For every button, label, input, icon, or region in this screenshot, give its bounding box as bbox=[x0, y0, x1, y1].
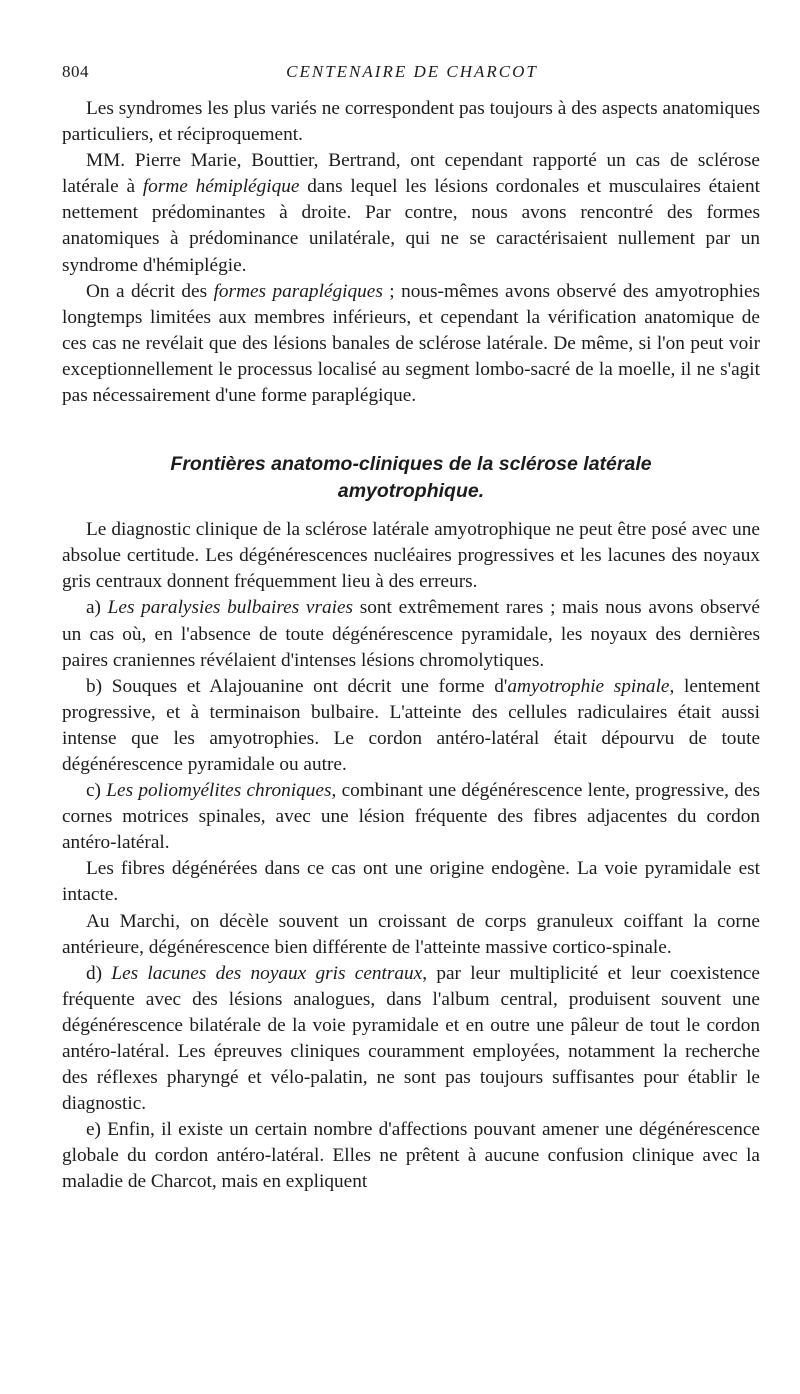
paragraph-2-text-a: MM. Pierre Marie, Bouttier, Bertrand, ont cependant rapporté un cas de sclérose latérale à bbox=[62, 150, 760, 198]
paragraph-3-text-b: ; nous-mêmes avons observé des amyotrophies longtemps limitées aux membres inférieurs, et cependant la vérification anatomique de ces cas ne revélait que des lésions banales de sclérose latérale. De même, si l'on peut voir exceptionnellement le processus localisé au segment lombo-sacré de la moelle, il ne s'agit pas nécessairement d'une forme paraplégique. bbox=[62, 280, 761, 407]
paragraph-3 bbox=[62, 279, 760, 409]
paragraph-10 bbox=[62, 961, 760, 1118]
paragraph-7 bbox=[62, 778, 760, 856]
page-header bbox=[62, 62, 762, 86]
paragraph-10-text-a: d) bbox=[86, 962, 112, 984]
paragraph-10-text-b: , par leur multiplicité et leur coexistence fréquente avec des lésions analogues, dans l'album central, produisent souvent une dégénérescence bilatérale de la voie pyramidale et en outre une pâleur de tout le cordon antéro-latéral. Les épreuves cliniques couramment employées, notamment la recherche des réflexes pharyngé et vélo-palatin, ne sont pas toujours suffisantes pour établir le diagnostic. bbox=[62, 962, 760, 1115]
paragraph-8: Les fibres dégénérées dans ce cas ont une origine endogène. La voie pyramidale est intacte. bbox=[62, 858, 760, 906]
section-title-line-1: Frontières anatomo-cliniques de la sclérose latérale bbox=[170, 453, 652, 476]
section-title bbox=[62, 451, 760, 505]
paragraph-7-emphasis: Les poliomyélites chroniques bbox=[106, 780, 332, 802]
paragraph-7-text-a: c) bbox=[86, 780, 107, 802]
paragraph-3-text-a: On a décrit des bbox=[86, 280, 214, 302]
page-body bbox=[62, 96, 760, 1196]
paragraph-5 bbox=[62, 595, 760, 673]
paragraph-9: Au Marchi, on décèle souvent un croissant de corps granuleux coiffant la corne antérieure, dégénérescence bien différente de l'atteinte massive cortico-spinale. bbox=[62, 910, 760, 958]
paragraph-2-text-b: dans lequel les lésions cordonales et musculaires étaient nettement prédominantes à droite. Par contre, nous avons rencontré des formes anatomiques à prédominance unilatérale, qui ne se caractérisaient nullement par un syndrome d'hémiplégie. bbox=[62, 176, 760, 276]
paragraph-5-text-a: a) bbox=[86, 597, 108, 619]
paragraph-6-text-b: , lentement progressive, et à terminaison bulbaire. L'atteinte des cellules radiculaires était aussi intense que les amyotrophies. Le cordon antéro-latéral était dépourvu de toute dégénérescence pyramidale ou autre. bbox=[62, 675, 761, 775]
paragraph-6-text-a: b) Souques et Alajouanine ont décrit une forme d' bbox=[86, 675, 508, 697]
paragraph-2-emphasis: forme hémiplégique bbox=[142, 176, 300, 198]
paragraph-3-emphasis: formes paraplégiques bbox=[213, 280, 383, 302]
paragraph-5-emphasis: Les paralysies bulbaires vraies bbox=[107, 597, 354, 619]
paragraph-2 bbox=[62, 148, 760, 278]
paragraph-7-text-b: , combinant une dégénérescence lente, progressive, des cornes motrices spinales, avec une lésion fréquente des fibres adjacentes du cordon antéro-latéral. bbox=[62, 780, 760, 854]
paragraph-4: Le diagnostic clinique de la sclérose latérale amyotrophique ne peut être posé avec une absolue certitude. Les dégénérescences nucléaires progressives et les lacunes des noyaux gris centraux donnent fréquemment lieu à des erreurs. bbox=[62, 519, 760, 593]
paragraph-11: e) Enfin, il existe un certain nombre d'affections pouvant amener une dégénérescence globale du cordon antéro-latéral. Elles ne prêtent à aucune confusion clinique avec la maladie de Charcot, mais en expliquent bbox=[62, 1119, 760, 1193]
paragraph-6-emphasis: amyotrophie spinale bbox=[507, 675, 670, 697]
paragraph-6 bbox=[62, 674, 760, 778]
paragraph-1: Les syndromes les plus variés ne correspondent pas toujours à des aspects anatomiques particuliers, et réciproquement. bbox=[62, 98, 760, 146]
section-title-line-2: amyotrophique. bbox=[337, 480, 485, 503]
running-title: CENTENAIRE DE CHARCOT bbox=[286, 62, 538, 81]
page-number: 804 bbox=[62, 62, 89, 81]
paragraph-10-emphasis: Les lacunes des noyaux gris centraux bbox=[111, 962, 423, 984]
paragraph-5-text-b: sont extrêmement rares ; mais nous avons observé un cas où, en l'absence de toute dégénérescence pyramidale, les noyaux des dernières paires craniennes révélaient d'intenses lésions chromolytiques. bbox=[62, 597, 760, 671]
